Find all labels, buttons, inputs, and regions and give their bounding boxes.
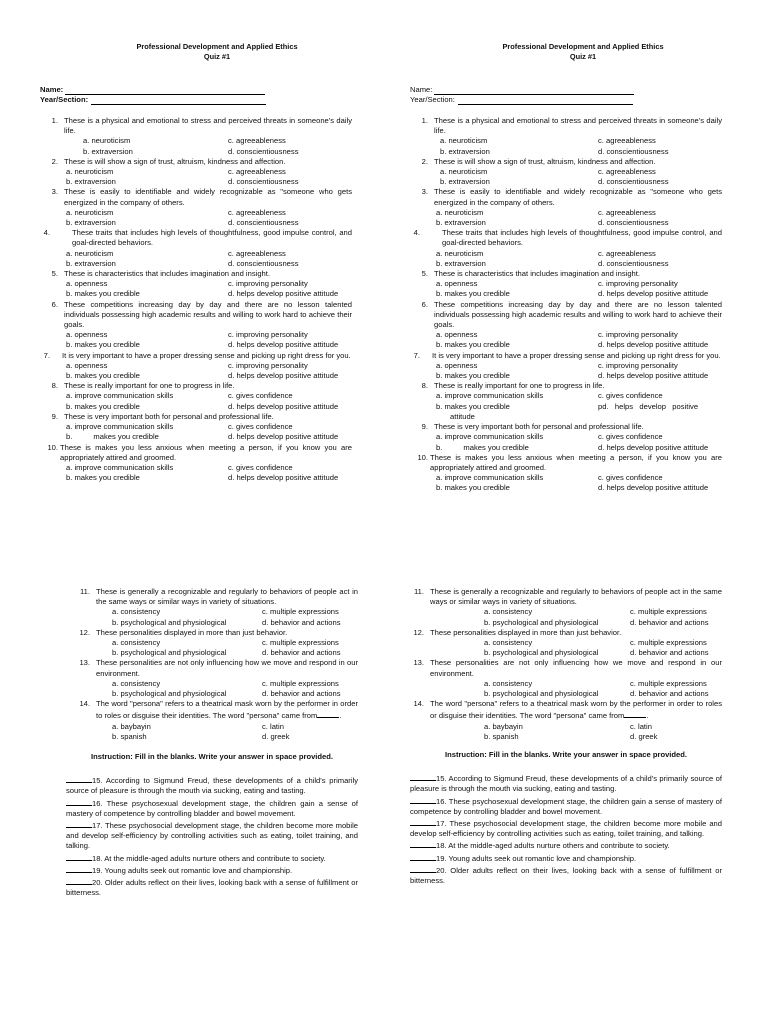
option: c. gives confidence bbox=[598, 473, 663, 483]
question-10: 10. These is makes you less anxious when meeting a person, if you know you are appropriately attired and groomed. a. improve communication skills c. gives confidence b. makes you credible d. helps develop positive attitude bbox=[417, 452, 722, 493]
option: c. gives confidence bbox=[598, 391, 663, 401]
option: c. agreeableness bbox=[228, 248, 286, 258]
right-questions-11-20 bbox=[410, 587, 722, 886]
option: a. neuroticism bbox=[66, 167, 114, 177]
question-5: 5. These is characteristics that includes imagination and insight. a. openness c. improving personality b. makes you credible d. helps develop positive attitude bbox=[410, 269, 722, 300]
name-label: Name: bbox=[40, 85, 64, 94]
year-section-label: Year/Section: bbox=[410, 95, 455, 105]
option: b. extraversion bbox=[83, 146, 133, 156]
option: b. makes you credible bbox=[66, 289, 140, 299]
fill-item-20: 20. Older adults reflect on their lives, looking back with a sense of fulfillment or bitterness. bbox=[410, 865, 722, 886]
option: d. greek bbox=[262, 731, 290, 741]
option: c. multiple expressions bbox=[630, 638, 707, 648]
option: d. helps develop positive attitude bbox=[228, 432, 339, 442]
option: b. makes you credible bbox=[66, 401, 140, 411]
option: b. psychological and physiological bbox=[112, 617, 227, 627]
option: c. improving personality bbox=[228, 330, 308, 340]
question-9: 9. These is very important both for personal and professional life. a. improve communication skills c. gives confidence b. makes you credible d. helps develop positive attitude bbox=[40, 412, 352, 443]
option: b. psychological and physiological bbox=[112, 648, 227, 658]
answer-blank[interactable] bbox=[66, 864, 92, 873]
question-4: 4. These traits that includes high levels of thoughtfulness, good impulse control, and goal-directed behaviors. a. neuroticism c. agreeableness b. extraversion d. conscientiousness bbox=[413, 228, 722, 268]
question-3: 3. These is easily to identifiable and widely recognizable as "someone who gets energized in the company of others. a. neuroticism c. agreeableness b. extraversion d. conscientiousness bbox=[51, 187, 352, 228]
left-questions-11-20 bbox=[66, 587, 358, 898]
left-header bbox=[36, 42, 398, 61]
option: a. neuroticism bbox=[436, 207, 484, 217]
right-questions-1-10 bbox=[410, 116, 722, 494]
option: a. neuroticism bbox=[440, 167, 488, 177]
option: b. makes you credible bbox=[436, 289, 510, 299]
option: c. latin bbox=[630, 721, 652, 731]
option: b. psychological and physiological bbox=[484, 689, 599, 699]
question-14: 14. The word "persona" refers to a theatrical mask worn by the performer in order to roles or disguise their identities. The word "persona" came from . a. baybayin c. latin b. spanish d. greek bbox=[79, 699, 358, 741]
option: d. conscientiousness bbox=[228, 258, 299, 268]
option: c. latin bbox=[262, 721, 284, 731]
question-11: 11. These is generally a recognizable and regularly to behaviors of people act in the same ways or similar ways in variety of situations. a. consistency c. multiple expressions b. psychological and physiological d. behavior and actions bbox=[80, 587, 358, 627]
question-1: 1. These is a physical and emotional to stress and perceived threats in someone's daily life. a. neuroticism c. agreeableness b. extraversion d. conscientiousness bbox=[51, 116, 352, 156]
option: attitude bbox=[450, 411, 475, 421]
answer-blank[interactable] bbox=[410, 817, 436, 826]
instruction: Instruction: Fill in the blanks. Write your answer in space provided. bbox=[444, 750, 688, 760]
option: c. multiple expressions bbox=[262, 607, 339, 617]
option: d. helps develop positive attitude bbox=[228, 371, 339, 381]
answer-blank[interactable] bbox=[317, 709, 339, 718]
option: b. psychological and physiological bbox=[484, 617, 599, 627]
option: d. conscientiousness bbox=[228, 218, 299, 228]
option: a. improve communication skills bbox=[436, 473, 544, 483]
option: c. gives confidence bbox=[228, 391, 293, 401]
option: b. psychological and physiological bbox=[484, 648, 599, 658]
option: a. consistency bbox=[484, 638, 533, 648]
option: d. helps develop positive attitude bbox=[228, 473, 339, 483]
quiz-title: Professional Development and Applied Ethics bbox=[502, 42, 664, 51]
option: b. makes you credible bbox=[66, 432, 159, 442]
option: d. helps develop positive attitude bbox=[228, 401, 339, 411]
question-11: 11. These is generally a recognizable and regularly to behaviors of people act in the same ways or similar ways in variety of situations. a. consistency c. multiple expressions b. psychological and physiological d. behavior and actions bbox=[414, 587, 722, 627]
fill-item-19: 19. Young adults seek out romantic love and championship. bbox=[66, 864, 358, 876]
option: c. multiple expressions bbox=[630, 607, 707, 617]
question-2: 2. These is will show a sign of trust, altruism, kindness and affection. a. neuroticism c. agreeableness b. extraversion d. conscientiousness bbox=[410, 157, 722, 188]
option: b. makes you credible bbox=[66, 473, 140, 483]
option: a. openness bbox=[66, 279, 108, 289]
question-7: 7. It is very important to have a proper dressing sense and picking up right dress for you. a. openness c. improving personality b. makes you credible d. helps develop positive attitude bbox=[43, 350, 351, 381]
question-12: 12. These personalities displayed in more than just behavior. a. consistency c. multiple expressions b. psychological and physiological d. behavior and actions bbox=[410, 628, 722, 659]
option: a. consistency bbox=[112, 607, 161, 617]
fill-item-19: 19. Young adults seek out romantic love and championship. bbox=[410, 852, 722, 864]
fill-item-15: 15. According to Sigmund Freud, these developments of a child's primarily source of pleasure is through the mouth via sucking, eating and tasting. bbox=[410, 774, 722, 794]
option: c. multiple expressions bbox=[630, 678, 707, 688]
option: b. extraversion bbox=[440, 146, 490, 156]
option: d. conscientiousness bbox=[598, 146, 669, 156]
question-13: 13. These personalities are not only influencing how we move and respond in our environment. a. consistency c. multiple expressions b. psychological and physiological d. behavior and actions bbox=[413, 658, 722, 699]
option: d. helps develop positive attitude bbox=[598, 371, 709, 381]
answer-blank[interactable] bbox=[66, 774, 92, 783]
option: b. makes you credible bbox=[436, 442, 529, 452]
answer-blank[interactable] bbox=[410, 839, 436, 848]
option: a. improve communication skills bbox=[436, 432, 544, 442]
option: c. agreeableness bbox=[228, 167, 286, 177]
option: a. improve communication skills bbox=[436, 391, 544, 401]
option: a. consistency bbox=[484, 607, 533, 617]
fill-item-18: 18. At the middle-aged adults nurture others and contribute to society. bbox=[410, 839, 722, 851]
option: c. gives confidence bbox=[228, 422, 293, 432]
option: a. openness bbox=[436, 279, 478, 289]
instruction: Instruction: Fill in the blanks. Write your answer in space provided. bbox=[90, 752, 334, 762]
option: c. improving personality bbox=[598, 360, 678, 370]
fill-item-17: 17. These psychosocial development stage, the children become more mobile and develop self-efficiency by controlling activities such as eating, toilet training, and talking. bbox=[66, 821, 358, 851]
fill-item-17: 17. These psychosocial development stage, the children become more mobile and develop self-efficiency by controlling activities such as eating, toilet training, and talking. bbox=[410, 819, 722, 839]
option: b. makes you credible bbox=[436, 483, 510, 493]
option: d. helps develop positive attitude bbox=[598, 442, 709, 452]
option: pd. helps develop positive bbox=[598, 401, 699, 411]
option: b. extraversion bbox=[66, 258, 116, 268]
right-name-fields bbox=[410, 85, 710, 105]
option: d. behavior and actions bbox=[630, 648, 709, 658]
option: a. neuroticism bbox=[83, 136, 131, 146]
fill-item-16: 16. These psychosexual development stage, the children gain a sense of mastery of competence by controlling bladder and bowel movement. bbox=[66, 798, 358, 818]
answer-blank[interactable] bbox=[410, 795, 436, 804]
option: d. helps develop positive attitude bbox=[598, 289, 709, 299]
option: d. behavior and actions bbox=[630, 689, 709, 699]
name-label: Name: bbox=[410, 85, 433, 94]
question-6: 6. These competitions increasing day by day and there are no lesson talented individuals possessing high academic results and willing to work hard to achieve their goals. a. openness c. improving personality b. makes you credible d. helps develop positive attitude bbox=[51, 299, 352, 350]
option: a. neuroticism bbox=[66, 207, 114, 217]
name-field[interactable] bbox=[434, 86, 634, 95]
option: c. multiple expressions bbox=[262, 678, 339, 688]
option: a. baybayin bbox=[484, 721, 523, 731]
question-13: 13. These personalities are not only influencing how we move and respond in our environment. a. consistency c. multiple expressions b. psychological and physiological d. behavior and actions bbox=[79, 658, 358, 699]
option: b. makes you credible bbox=[436, 401, 510, 411]
option: a. neuroticism bbox=[440, 136, 488, 146]
question-8: 8. These is really important for one to progress in life. a. improve communication skills c. gives confidence b. makes you credible d. helps develop positive attitude bbox=[40, 381, 352, 412]
answer-blank[interactable] bbox=[66, 819, 92, 828]
option: a. openness bbox=[436, 330, 478, 340]
left-questions-1-10 bbox=[40, 116, 352, 483]
fill-item-15: 15. According to Sigmund Freud, these developments of a child's primarily source of pleasure is through the mouth via sucking, eating and tasting. bbox=[66, 776, 358, 796]
option: c. gives confidence bbox=[598, 432, 663, 442]
option: a. neuroticism bbox=[66, 248, 114, 258]
fill-item-18: 18. At the middle-aged adults nurture others and contribute to society. bbox=[66, 852, 358, 864]
left-name-fields bbox=[40, 85, 370, 105]
question-6: 6. These competitions increasing day by day and there are no lesson talented individuals possessing high academic results and willing to work hard to achieve their goals. a. openness c. improving personality b. makes you credible d. helps develop positive attitude bbox=[421, 299, 722, 350]
fill-item-16: 16. These psychosexual development stage, the children gain a sense of mastery of competence by controlling bladder and bowel movement. bbox=[410, 796, 722, 816]
option: d. conscientiousness bbox=[228, 177, 299, 187]
option: a. consistency bbox=[112, 678, 161, 688]
option: d. helps develop positive attitude bbox=[598, 483, 709, 493]
question-3: 3. These is easily to identifiable and widely recognizable as "someone who gets energized in the company of others. a. neuroticism c. agreeableness b. extraversion d. conscientiousness bbox=[421, 187, 722, 228]
option: c. agreeableness bbox=[598, 248, 656, 258]
option: c. agreeableness bbox=[228, 207, 286, 217]
answer-blank[interactable] bbox=[410, 864, 436, 873]
option: d. conscientiousness bbox=[228, 146, 299, 156]
option: c. agreeableness bbox=[228, 136, 286, 146]
quiz-subtitle: Quiz #1 bbox=[569, 51, 597, 61]
fill-item-20: 20. Older adults reflect on their lives, looking back with a sense of fulfillment or bitterness. bbox=[66, 878, 358, 898]
option: b. psychological and physiological bbox=[112, 689, 227, 699]
option: b. extraversion bbox=[440, 177, 490, 187]
option: b. makes you credible bbox=[66, 371, 140, 381]
option: c. gives confidence bbox=[228, 462, 293, 472]
option: a. improve communication skills bbox=[66, 462, 174, 472]
question-1: 1. These is a physical and emotional to stress and perceived threats in someone's daily life. a. neuroticism c. agreeableness b. extraversion d. conscientiousness bbox=[421, 116, 722, 156]
option: d. conscientiousness bbox=[598, 258, 669, 268]
option: d. conscientiousness bbox=[598, 177, 669, 187]
option: c. improving personality bbox=[228, 360, 308, 370]
option: c. improving personality bbox=[598, 279, 678, 289]
option: a. improve communication skills bbox=[66, 422, 174, 432]
option: b. extraversion bbox=[66, 177, 116, 187]
option: d. helps develop positive attitude bbox=[598, 340, 709, 350]
right-header bbox=[402, 42, 764, 61]
option: a. openness bbox=[66, 360, 108, 370]
answer-blank[interactable] bbox=[66, 876, 92, 885]
answer-blank[interactable] bbox=[624, 709, 646, 718]
question-5: 5. These is characteristics that includes imagination and insight. a. openness c. improving personality b. makes you credible d. helps develop positive attitude bbox=[40, 269, 352, 300]
option: b. extraversion bbox=[66, 218, 116, 228]
option: a. neuroticism bbox=[436, 248, 484, 258]
option: b. extraversion bbox=[436, 258, 486, 268]
option: a. improve communication skills bbox=[66, 391, 174, 401]
question-7: 7. It is very important to have a proper dressing sense and picking up right dress for you. a. openness c. improving personality b. makes you credible d. helps develop positive attitude bbox=[413, 350, 721, 381]
option: b. spanish bbox=[484, 731, 519, 741]
option: a. baybayin bbox=[112, 721, 151, 731]
option: b. makes you credible bbox=[436, 371, 510, 381]
option: c. improving personality bbox=[598, 330, 678, 340]
option: a. consistency bbox=[112, 638, 161, 648]
quiz-subtitle: Quiz #1 bbox=[203, 51, 231, 61]
quiz-title: Professional Development and Applied Ethics bbox=[136, 42, 298, 51]
option: c. agreeableness bbox=[598, 136, 656, 146]
question-10: 10. These is makes you less anxious when meeting a person, if you know you are appropriately attired and groomed. a. improve communication skills c. gives confidence b. makes you credible d. helps develop positive attitude bbox=[47, 442, 352, 483]
answer-blank[interactable] bbox=[410, 772, 436, 781]
question-14: 14. The word "persona" refers to a theatrical mask worn by the performer in order to roles or disguise their identities. The word "persona" came from . a. baybayin c. latin b. spanish d. greek bbox=[413, 699, 722, 741]
question-4: 4. These traits that includes high levels of thoughtfulness, good impulse control, and goal-directed behaviors. a. neuroticism c. agreeableness b. extraversion d. conscientiousness bbox=[43, 228, 352, 268]
answer-blank[interactable] bbox=[66, 852, 92, 861]
option: c. improving personality bbox=[228, 279, 308, 289]
year-section-field[interactable] bbox=[91, 96, 266, 105]
option: a. consistency bbox=[484, 678, 533, 688]
question-2: 2. These is will show a sign of trust, altruism, kindness and affection. a. neuroticism c. agreeableness b. extraversion d. conscientiousness bbox=[40, 157, 352, 188]
question-8: 8. These is really important for one to progress in life. a. improve communication skills c. gives confidence b. makes you credible pd. helps develop positive attitude bbox=[410, 381, 722, 422]
question-9: 9. These is very important both for personal and professional life. a. improve communication skills c. gives confidence b. makes you credible d. helps develop positive attitude bbox=[410, 422, 722, 453]
option: b. extraversion bbox=[436, 218, 486, 228]
option: d. behavior and actions bbox=[262, 689, 341, 699]
year-section-field[interactable] bbox=[458, 96, 633, 105]
option: a. openness bbox=[66, 330, 108, 340]
option: b. makes you credible bbox=[436, 340, 510, 350]
option: d. helps develop positive attitude bbox=[228, 340, 339, 350]
option: c. agreeableness bbox=[598, 167, 656, 177]
option: b. spanish bbox=[112, 731, 147, 741]
option: c. multiple expressions bbox=[262, 638, 339, 648]
option: d. conscientiousness bbox=[598, 218, 669, 228]
answer-blank[interactable] bbox=[410, 852, 436, 861]
option: d. behavior and actions bbox=[630, 617, 709, 627]
option: d. behavior and actions bbox=[262, 617, 341, 627]
option: c. agreeableness bbox=[598, 207, 656, 217]
question-12: 12. These personalities displayed in more than just behavior. a. consistency c. multiple expressions b. psychological and physiological d. behavior and actions bbox=[66, 628, 358, 659]
name-field[interactable] bbox=[65, 86, 265, 95]
option: b. makes you credible bbox=[66, 340, 140, 350]
answer-blank[interactable] bbox=[66, 797, 92, 806]
option: a. openness bbox=[436, 360, 478, 370]
year-section-label: Year/Section: bbox=[40, 95, 89, 105]
option: d. helps develop positive attitude bbox=[228, 289, 339, 299]
option: d. behavior and actions bbox=[262, 648, 341, 658]
option: d. greek bbox=[630, 731, 658, 741]
